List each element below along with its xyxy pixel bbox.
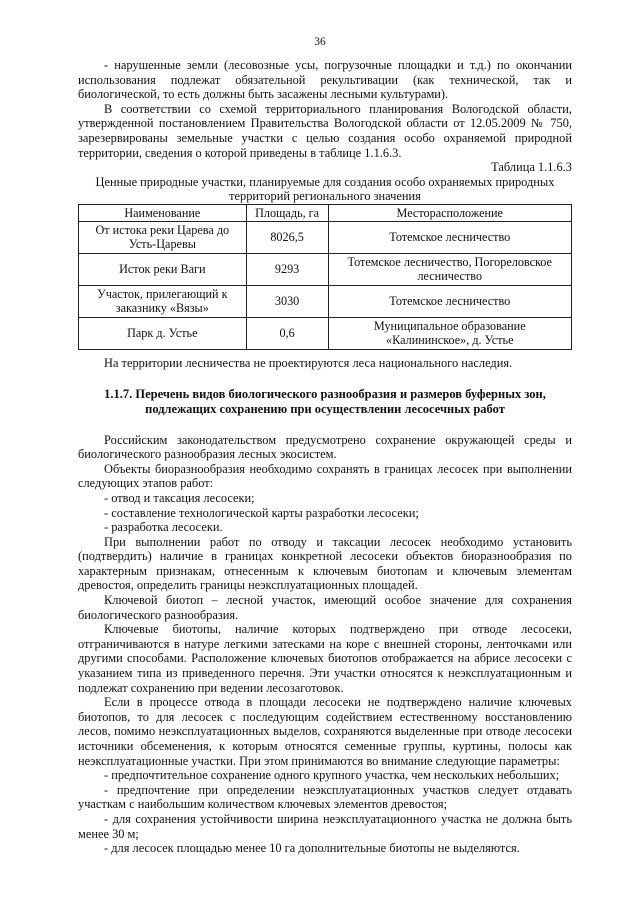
protected-areas-table [78,204,572,350]
intro-paragraph-1: - нарушенные земли (лесовозные усы, погрузочные площадки и т.д.) по окончании использования подлежат обязательной рекультивации (как технической, так и биологической, то есть должны быть засажены лесными культурами). [78,58,572,102]
section-heading: 1.1.7. Перечень видов биологического разнообразия и размеров буферных зон, подлежащих сохранению при осуществлении лесосечных работ [104,386,546,416]
stage-item-3: - разработка лесосеки. [104,520,223,535]
cell-name: Участок, прилегающий к заказнику «Вязы» [79,285,247,317]
cell-name: Исток реки Ваги [79,253,247,285]
body-paragraph-4: Ключевой биотоп – лесной участок, имеющий особое значение для сохранения биологического разнообразия. [78,593,572,622]
table-row [79,317,572,349]
stage-item-1: - отвод и таксация лесосеки; [104,490,255,505]
parameter-item-3: - для сохранения устойчивости ширина неэксплуатационного участка не должна быть менее 30 м; [78,811,572,841]
stage-item-2: - составление технологической карты разработки лесосеки; [104,505,419,520]
column-header-location: Месторасположение [328,204,571,221]
cell-name: От истока реки Царева до Усть-Царевы [79,221,247,253]
table-header-row [79,204,572,221]
body-paragraph-3: При выполнении работ по отводу и таксации лесосек необходимо установить (подтвердить) наличие в границах конкретной лесосеки объектов биоразнообразия по характерным признакам, отнесенным к ключевым биотопам и ключевым элементам древостоя, определить границы неэксплуатационных площадей. [78,534,572,593]
cell-location: Муниципальное образование «Калининское», д. Устье [328,317,571,349]
column-header-name: Наименование [79,204,247,221]
parameter-item-2: - предпочтение при определении неэксплуатационных участков следует отдавать участкам с наибольшим количеством ключевых элементов древостоя; [78,782,572,812]
cell-location: Тотемское лесничество [328,285,571,317]
body-paragraph-6: Если в процессе отвода в площади лесосеки не подтверждено наличие ключевых биотопов, то для лесосек с последующим содействием естественному восстановлению лесов, помимо неэксплуатационных выделов, сохраняются выделенные при отводе лесосеки источники обсеменения, к которым относятся семенные группы, куртины, полосы как неэксплуатационные участки. При этом принимаются во внимание следующие параметры: [78,695,572,768]
parameter-item-4: - для лесосек площадью менее 10 га дополнительные биотопы не выделяются. [104,841,520,856]
cell-area: 0,6 [246,317,328,349]
cell-location: Тотемское лесничество, Погореловское лесничество [328,253,571,285]
table-row [79,221,572,253]
cell-location: Тотемское лесничество [328,221,571,253]
body-paragraph-5: Ключевые биотопы, наличие которых подтверждено при отводе лесосеки, отграничиваются в натуре легкими затесками на коре с внешней стороны, ленточками или другими способами. Расположение ключевых биотопов отображается на абрисе лесосеки с указанием типа из приведенного перечня. Эти участки относятся к неэксплуатационным и подлежат сохранению при ведении лесозаготовок. [78,622,572,695]
cell-area: 8026,5 [246,221,328,253]
body-paragraph-2: Объекты биоразнообразия необходимо сохранять в границах лесосек при выполнении следующих этапов работ: [78,461,572,491]
forest-heritage-note: На территории лесничества не проектируются леса национального наследия. [104,355,513,370]
table-row [79,285,572,317]
cell-area: 9293 [246,253,328,285]
page-number: 36 [314,36,326,48]
intro-paragraph-2: В соответствии со схемой территориального планирования Вологодской области, утвержденной постановлением Правительства Вологодской области от 12.05.2009 № 750, зарезервированы земельные участки с целью создания особо охраняемой природной территории, сведения о которой приведены в таблице 1.1.6.3. [78,101,572,160]
cell-name: Парк д. Устье [79,317,247,349]
body-paragraph-1: Российским законодательством предусмотрено сохранение окружающей среды и биологического разнообразия лесных экосистем. [78,432,572,462]
column-header-area: Площадь, га [246,204,328,221]
cell-area: 3030 [246,285,328,317]
page-body [78,58,572,856]
table-row [79,253,572,285]
table-caption: Ценные природные участки, планируемые для создания особо охраняемых природных территорий регионального значения [95,174,555,204]
parameter-item-1: - предпочтительное сохранение одного крупного участка, чем нескольких небольших; [104,768,560,783]
table-label: Таблица 1.1.6.3 [491,160,572,175]
